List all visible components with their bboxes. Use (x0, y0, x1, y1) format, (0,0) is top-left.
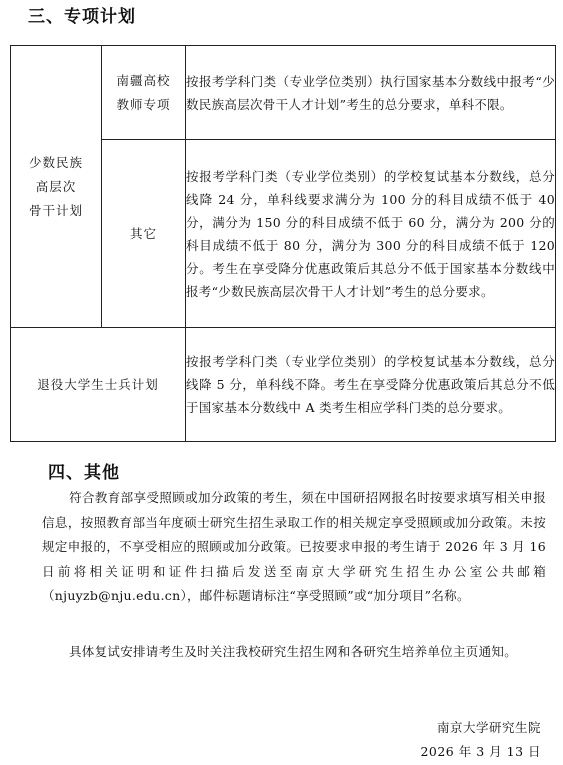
policy-paragraph-text: 符合教育部享受照顾或加分政策的考生，须在中国研招网报名时按要求填写相关申报信息，按照教育部当年度硕士研究生招生录取工作的相关规定享受照顾或加分政策。未按规定申报的，不享受相应的照顾或加分政策。已按要求申报的考生请于 2026 年 3 月 16 日前将相关证明和证件扫描后发送至南京大学研究生招生办公室公共邮箱（njuyzb@nju.edu.cn），邮件标题请标注“享受照顾”或“加分项目”名称。 (42, 490, 546, 603)
south-xinjiang-label-line: 教师专项 (116, 96, 171, 112)
table-row (11, 328, 556, 442)
section-4-heading: 四、其他 (48, 463, 120, 483)
minority-plan-label (11, 46, 102, 328)
veteran-plan-label: 退役大学生士兵计划 (11, 328, 186, 442)
minority-plan-label-line: 骨干计划 (28, 202, 83, 218)
signature-org: 南京大学研究生院 (436, 720, 541, 735)
south-xinjiang-label-line: 南疆高校 (116, 72, 171, 88)
south-xinjiang-requirement: 按报考学科门类（专业学位类别）执行国家基本分数线中报考“少数民族高层次骨干人才计划”考生的总分要求，单科不限。 (186, 46, 556, 140)
notice-paragraph-text: 具体复试安排请考生及时关注我校研究生招生网和各研究生培养单位主页通知。 (69, 644, 518, 659)
table-row (11, 46, 556, 140)
minority-plan-label-line: 高层次 (35, 178, 77, 194)
policy-paragraph (42, 486, 546, 609)
south-xinjiang-label (102, 46, 186, 140)
special-plan-table (10, 45, 556, 442)
notice-paragraph (42, 640, 546, 665)
signature-date: 2026 年 3 月 13 日 (420, 744, 541, 759)
other-label: 其它 (102, 140, 186, 328)
minority-plan-label-line: 少数民族 (28, 154, 83, 170)
veteran-plan-requirement: 按报考学科门类（专业学位类别）的学校复试基本分数线，总分线降 5 分，单科线不降。考生在享受降分优惠政策后其总分不低于国家基本分数线中 A 类考生相应学科门类的总分要求。 (186, 328, 556, 442)
other-requirement: 按报考学科门类（专业学位类别）的学校复试基本分数线，总分线降 24 分，单科线要求满分为 100 分的科目成绩不低于 40 分，满分为 150 分的科目成绩不低于 60 分，满分为 200 分的科目成绩不低于 80 分，满分为 300 分的科目成绩不低于 120 分。考生在享受降分优惠政策后其总分不低于国家基本分数线中报考“少数民族高层次骨干人才计划”考生的总分要求。 (186, 140, 556, 328)
section-3-heading: 三、专项计划 (28, 7, 136, 27)
